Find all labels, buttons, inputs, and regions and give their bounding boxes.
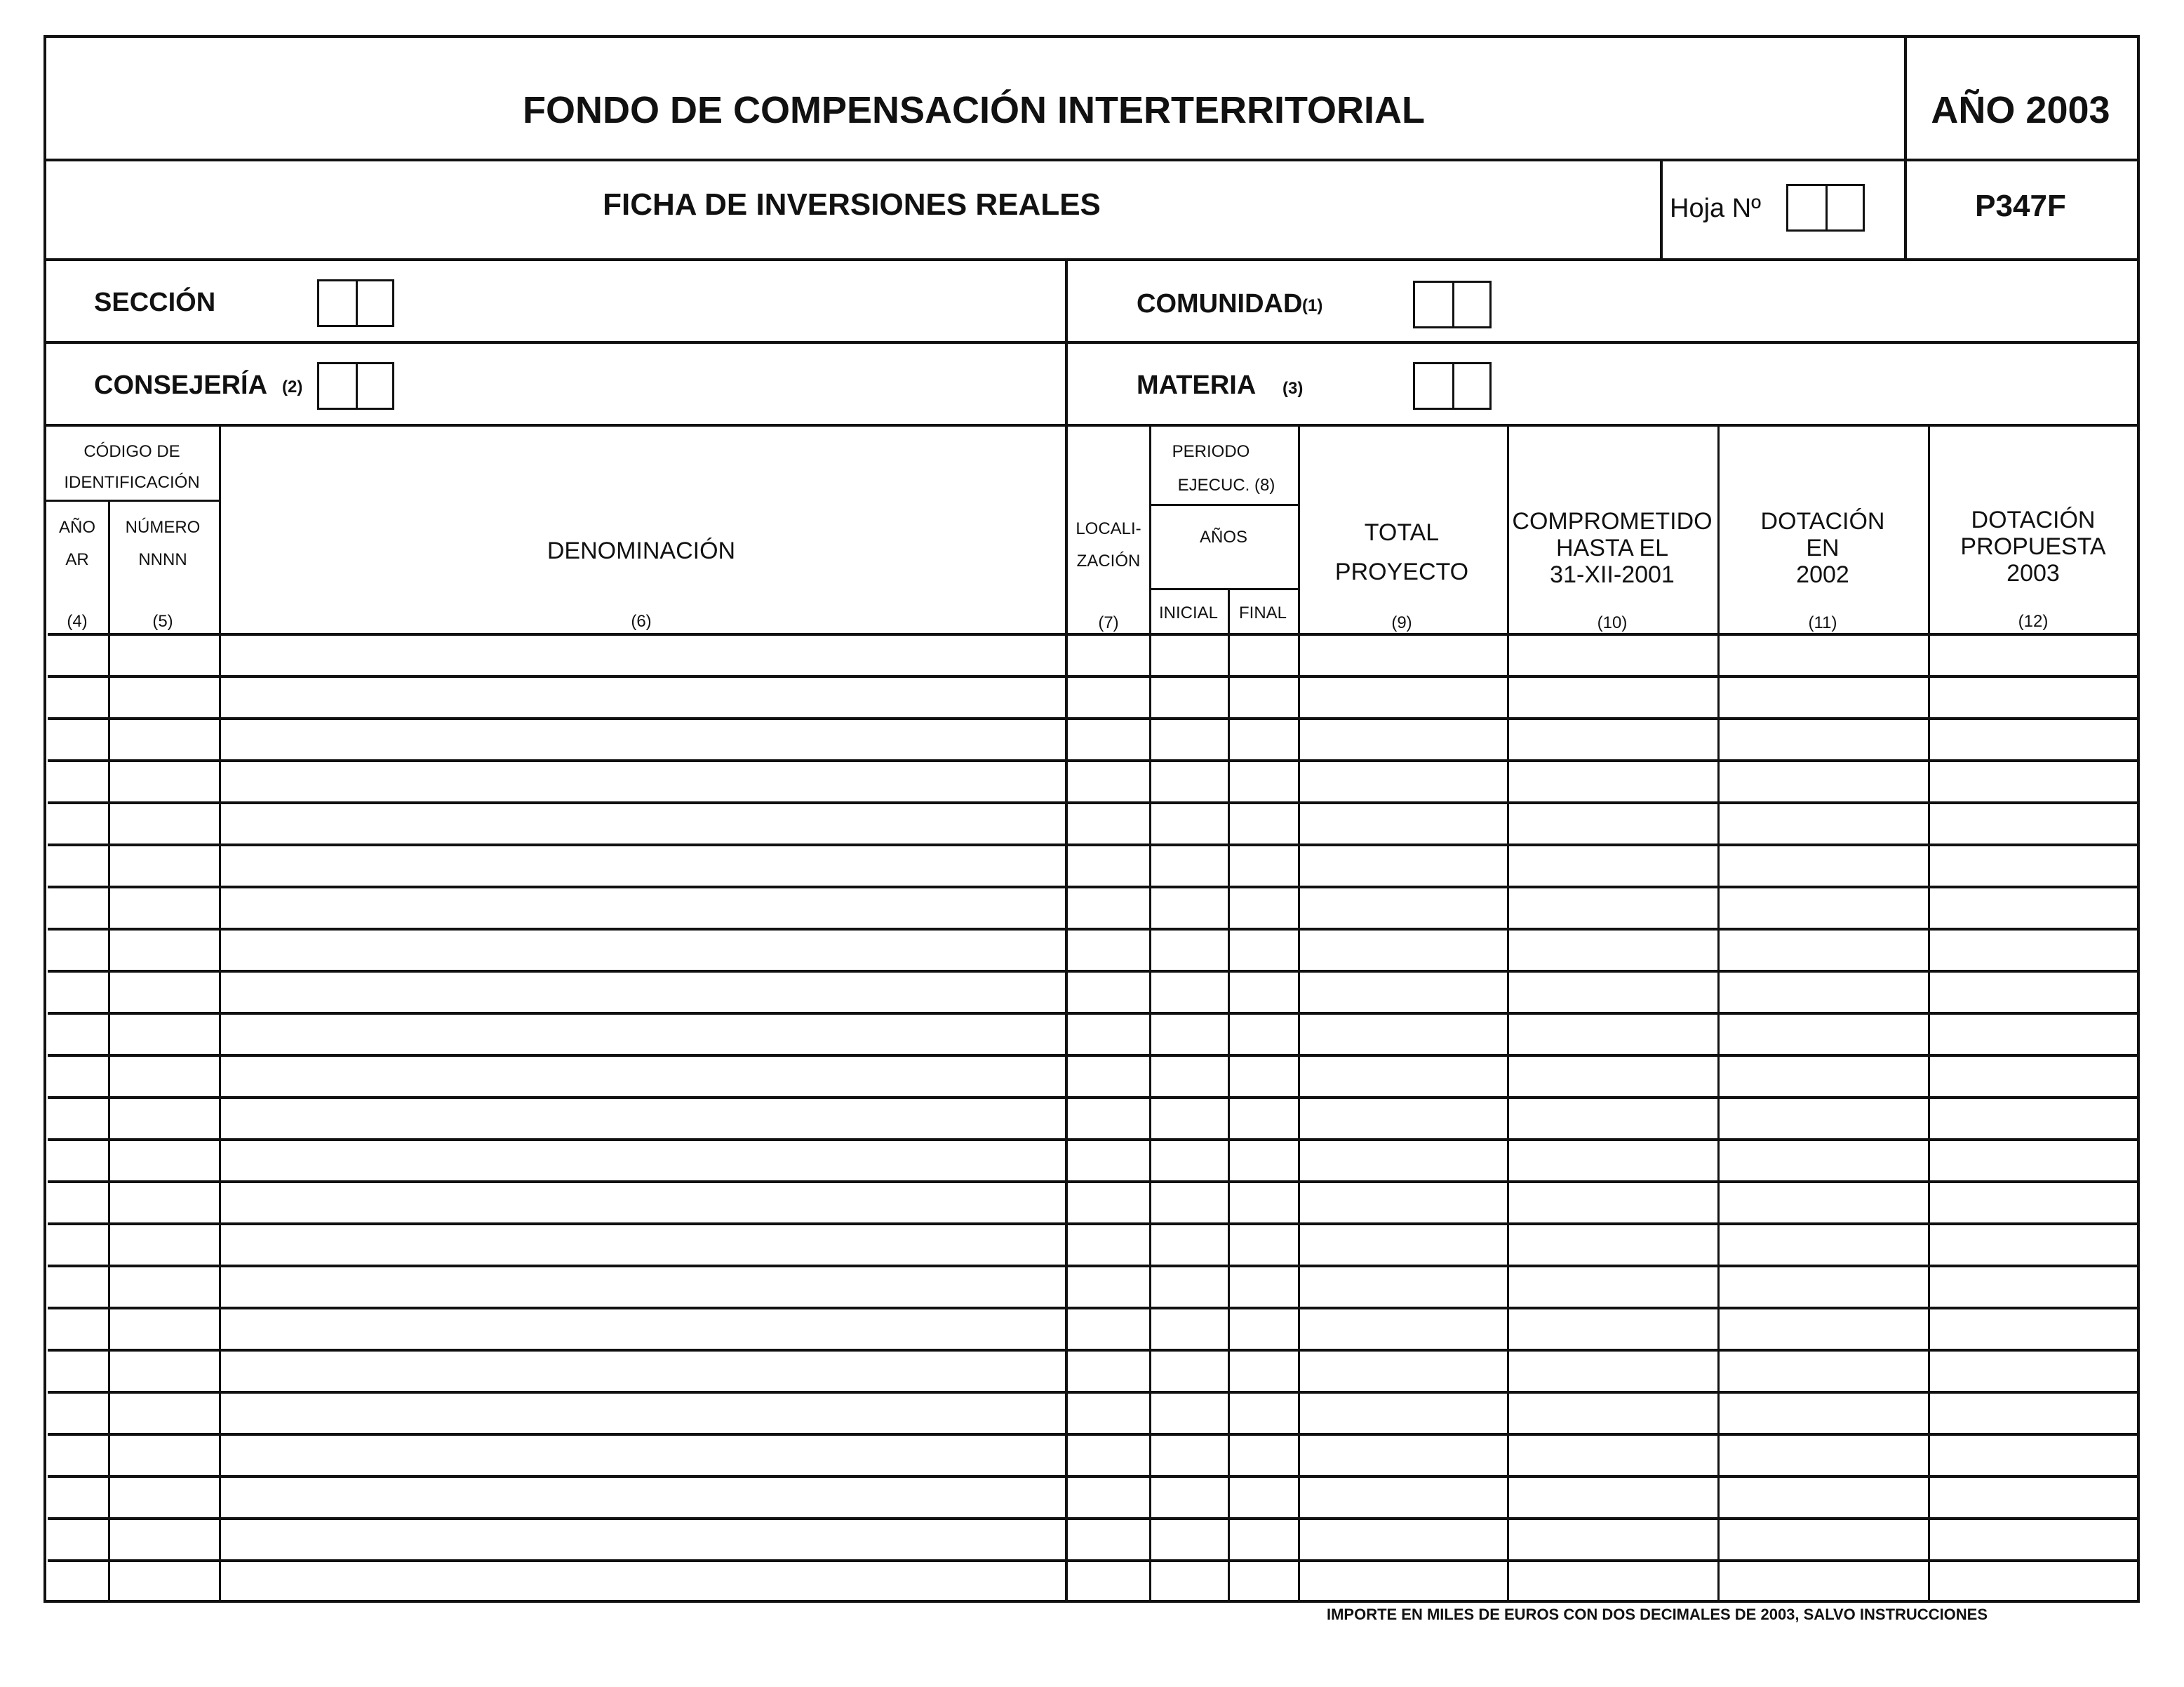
header-dotacion2003-3: 2003	[2007, 560, 2060, 587]
header-ano-1: AÑO	[58, 518, 96, 537]
table-row[interactable]	[48, 1054, 2137, 1057]
comunidad-label: COMUNIDAD	[1137, 289, 1303, 319]
year-column-divider	[1904, 35, 1907, 260]
fields-center-divider	[1065, 258, 1068, 1603]
table-row[interactable]	[48, 970, 2137, 973]
materia-input[interactable]	[1413, 362, 1492, 410]
header-codigo-2: IDENTIFICACIÓN	[64, 473, 200, 492]
header-codigo-1: CÓDIGO DE	[83, 442, 180, 461]
table-row[interactable]	[48, 1012, 2137, 1015]
table-row[interactable]	[48, 1349, 2137, 1352]
table-row[interactable]	[48, 844, 2137, 846]
header-divider-2	[43, 258, 2140, 261]
table-row[interactable]	[48, 1391, 2137, 1394]
header-final: FINAL	[1238, 604, 1287, 622]
header-dotacion2003-1: DOTACIÓN	[1971, 507, 2096, 533]
sheet-number-label: Hoja Nº	[1670, 194, 1762, 223]
consejeria-note: (2)	[282, 378, 303, 396]
anos-subheader-line	[1149, 588, 1299, 590]
colnum-10: (10)	[1597, 613, 1628, 632]
header-dotacion2002-2: EN	[1806, 535, 1840, 561]
seccion-input[interactable]	[317, 279, 394, 327]
header-periodo-1: PERIODO	[1172, 442, 1250, 461]
header-anos: AÑOS	[1199, 528, 1248, 547]
header-comprometido-3: 31-XII-2001	[1550, 561, 1675, 588]
table-row[interactable]	[48, 1307, 2137, 1309]
fields-divider	[43, 341, 2140, 344]
header-denominacion: DENOMINACIÓN	[547, 538, 736, 564]
table-row[interactable]	[48, 886, 2137, 888]
table-row[interactable]	[48, 1180, 2137, 1183]
header-localizacion-1: LOCALI-	[1076, 519, 1141, 538]
colnum-9: (9)	[1391, 613, 1412, 632]
colnum-5: (5)	[152, 612, 173, 631]
form-frame	[43, 35, 2140, 1603]
comunidad-note: (1)	[1302, 296, 1323, 315]
table-row[interactable]	[48, 1559, 2137, 1562]
periodo-subheader-line	[1149, 504, 1299, 506]
colnum-12: (12)	[2018, 612, 2049, 631]
materia-label: MATERIA	[1137, 371, 1257, 400]
table-row[interactable]	[48, 759, 2137, 762]
table-row[interactable]	[48, 633, 2137, 636]
header-inicial: INICIAL	[1158, 604, 1219, 622]
header-dotacion2002-3: 2002	[1796, 561, 1849, 588]
codigo-subheader-line	[43, 500, 220, 502]
header-localizacion-2: ZACIÓN	[1076, 552, 1141, 571]
header-ano-2: AR	[65, 550, 89, 569]
colnum-7: (7)	[1098, 613, 1119, 632]
seccion-label: SECCIÓN	[94, 288, 216, 317]
header-numero-2: NNNN	[138, 550, 187, 569]
table-row[interactable]	[48, 1222, 2137, 1225]
table-row[interactable]	[48, 928, 2137, 931]
header-numero-1: NÚMERO	[125, 518, 201, 537]
header-comprometido-2: HASTA EL	[1556, 535, 1668, 561]
consejeria-label: CONSEJERÍA	[94, 371, 268, 400]
header-dotacion2002-1: DOTACIÓN	[1760, 508, 1885, 535]
sheet-number-input[interactable]	[1786, 184, 1865, 232]
header-total-1: TOTAL	[1364, 519, 1440, 546]
form-code: P347F	[1975, 189, 2066, 223]
colnum-11: (11)	[1808, 613, 1837, 632]
table-row[interactable]	[48, 1433, 2137, 1436]
sheet-column-divider	[1660, 159, 1663, 260]
consejeria-input[interactable]	[317, 362, 394, 410]
header-periodo-2: EJECUC. (8)	[1177, 476, 1275, 495]
table-row[interactable]	[48, 675, 2137, 678]
table-row[interactable]	[48, 801, 2137, 804]
table-row[interactable]	[48, 1096, 2137, 1099]
table-row[interactable]	[48, 1475, 2137, 1478]
table-row[interactable]	[48, 1138, 2137, 1141]
header-divider-1	[43, 159, 2140, 161]
form-subtitle: FICHA DE INVERSIONES REALES	[603, 187, 1101, 222]
colnum-6: (6)	[631, 612, 652, 631]
header-dotacion2003-2: PROPUESTA	[1960, 533, 2106, 560]
materia-note: (3)	[1282, 379, 1304, 398]
comunidad-input[interactable]	[1413, 281, 1492, 328]
form-year: AÑO 2003	[1931, 89, 2110, 131]
table-row[interactable]	[48, 1517, 2137, 1520]
header-comprometido-1: COMPROMETIDO	[1512, 508, 1713, 535]
table-row[interactable]	[48, 1265, 2137, 1267]
table-row[interactable]	[48, 717, 2137, 720]
col-divider-ano	[108, 501, 110, 1603]
colnum-4: (4)	[67, 612, 88, 631]
footer-note: IMPORTE EN MILES DE EUROS CON DOS DECIMALES DE 2003, SALVO INSTRUCCIONES	[1326, 1606, 1988, 1623]
form-title: FONDO DE COMPENSACIÓN INTERTERRITORIAL	[522, 89, 1426, 131]
header-total-2: PROYECTO	[1334, 559, 1469, 585]
table-top-line	[43, 424, 2140, 427]
